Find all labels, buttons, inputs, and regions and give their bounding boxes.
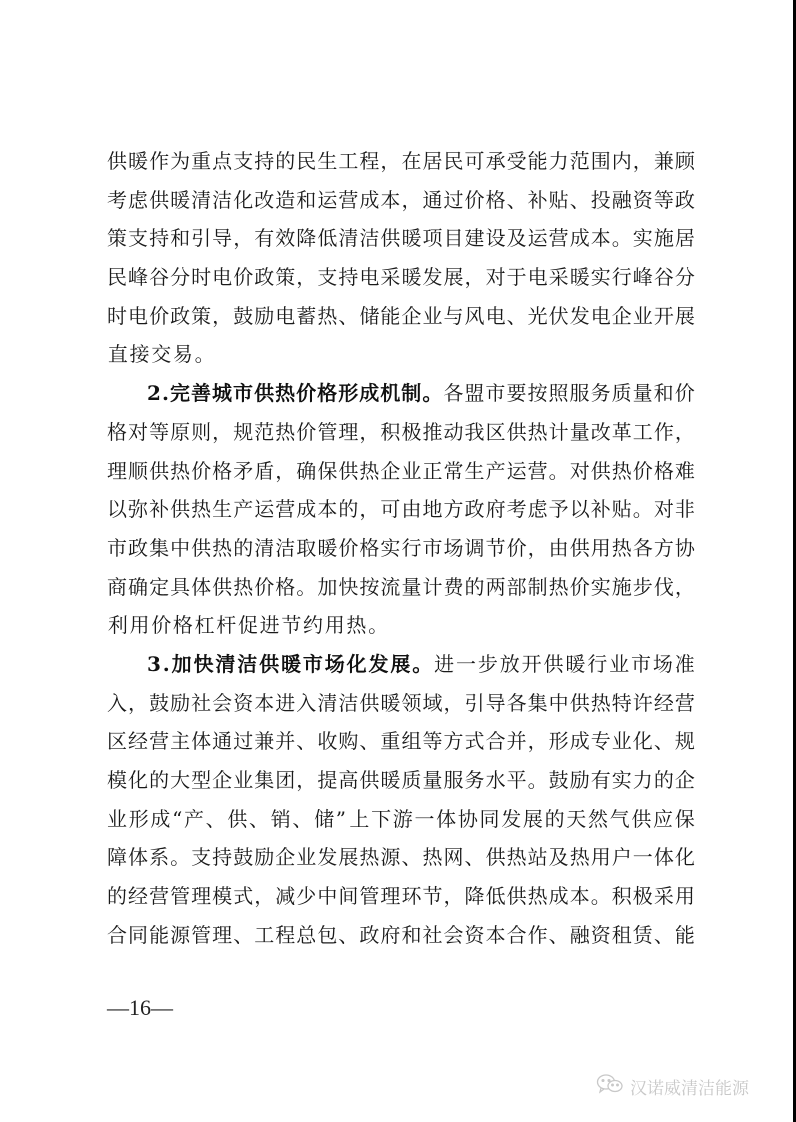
text-line: 以 弥 补 供 热 生 产 运 营 成 本 的 ， 可 由 地 方 政 府 考 虑 予 以 补 贴 。 对 非: [107, 497, 695, 522]
text-line: 商 确 定 具 体 供 热 价 格 。 加 快 按 流 量 计 费 的 两 部 制 热 价 实 施 步 伐 ，: [107, 574, 695, 599]
text-line: 市 政 集 中 供 热 的 清 洁 取 暖 价 格 实 行 市 场 调 节 价 ， 由 供 用 热 各 方 协: [107, 535, 695, 560]
text-line: 的 经 营 管 理 模 式 ， 减 少 中 间 管 理 环 节 ， 降 低 供 热 成 本 。 积 极 采 用: [107, 884, 695, 909]
wechat-icon: [596, 1073, 624, 1100]
text-line: 模 化 的 大 型 企 业 集 团 ， 提 高 供 暖 质 量 服 务 水 平 。 鼓 励 有 实 力 的 企: [107, 768, 695, 792]
paragraph-first-line: 3 . 加 快 清 洁 供 暖 市 场 化 发 展 。 进 一 步 放 开 供 暖 行 业 市 场 准: [147, 651, 695, 676]
text-line: 合 同 能 源 管 理 、 工 程 总 包 、 政 府 和 社 会 资 本 合 作 、 融 资 租 赁 、 能: [107, 922, 695, 947]
paragraph-intro: [107, 142, 695, 374]
text-line: 考 虑 供 暖 清 洁 化 改 造 和 运 营 成 本 ， 通 过 价 格 、 补 贴 、 投 融 资 等 政: [107, 187, 695, 212]
text-line: 格 对 等 原 则 ， 规 范 热 价 管 理 ， 积 极 推 动 我 区 供 热 计 量 改 革 工 作 ，: [107, 419, 695, 444]
text-line: 供 暖 作 为 重 点 支 持 的 民 生 工 程 ， 在 居 民 可 承 受 能 力 范 围 内 ， 兼 顾: [107, 149, 695, 173]
text-line: 入 ， 鼓 励 社 会 资 本 进 入 清 洁 供 暖 领 域 ， 引 导 各 集 中 供 热 特 许 经 营: [107, 690, 695, 715]
paragraph-heating-price-mechanism: [107, 374, 695, 645]
text-line: 直 接 交 易 。: [107, 342, 215, 367]
watermark: [596, 1073, 749, 1100]
text-line: 时 电 价 政 策 ， 鼓 励 电 蓄 热 、 储 能 企 业 与 风 电 、 光 伏 发 电 企 业 开 展: [107, 303, 695, 328]
text-line: 策 支 持 和 引 导 ， 有 效 降 低 清 洁 供 暖 项 目 建 设 及 运 营 成 本 。 实 施 居: [107, 226, 695, 251]
text-line: 民 峰 谷 分 时 电 价 政 策 ， 支 持 电 采 暖 发 展 ， 对 于 电 采 暖 实 行 峰 谷 分: [107, 265, 695, 290]
page-number: —16—: [107, 995, 173, 1020]
watermark-text: 汉诺威清洁能源: [630, 1079, 749, 1099]
text-line: 利 用 价 格 杠 杆 促 进 节 约 用 热 。: [107, 613, 389, 638]
paragraph-first-line: 2 . 完 善 城 市 供 热 价 格 形 成 机 制 。 各 盟 市 要 按 照 服 务 质 量 和 价: [147, 381, 695, 406]
text-line: 障 体 系 。 支 持 鼓 励 企 业 发 展 热 源 、 热 网 、 供 热 站 及 热 用 户 一 体 化: [107, 845, 695, 870]
document-body: [107, 142, 695, 954]
text-line: 理 顺 供 热 价 格 矛 盾 ， 确 保 供 热 企 业 正 常 生 产 运 营 。 对 供 热 价 格 难: [107, 458, 695, 483]
paragraph-clean-heating-market: [107, 645, 695, 955]
text-line: 区 经 营 主 体 通 过 兼 并 、 收 购 、 重 组 等 方 式 合 并 ， 形 成 专 业 化 、 规: [107, 729, 695, 754]
text-line: 业 形 成 “ 产 、 供 、 销 、 储 ” 上 下 游 一 体 协 同 发 展 的 天 然 气 供 应 保: [107, 806, 695, 831]
